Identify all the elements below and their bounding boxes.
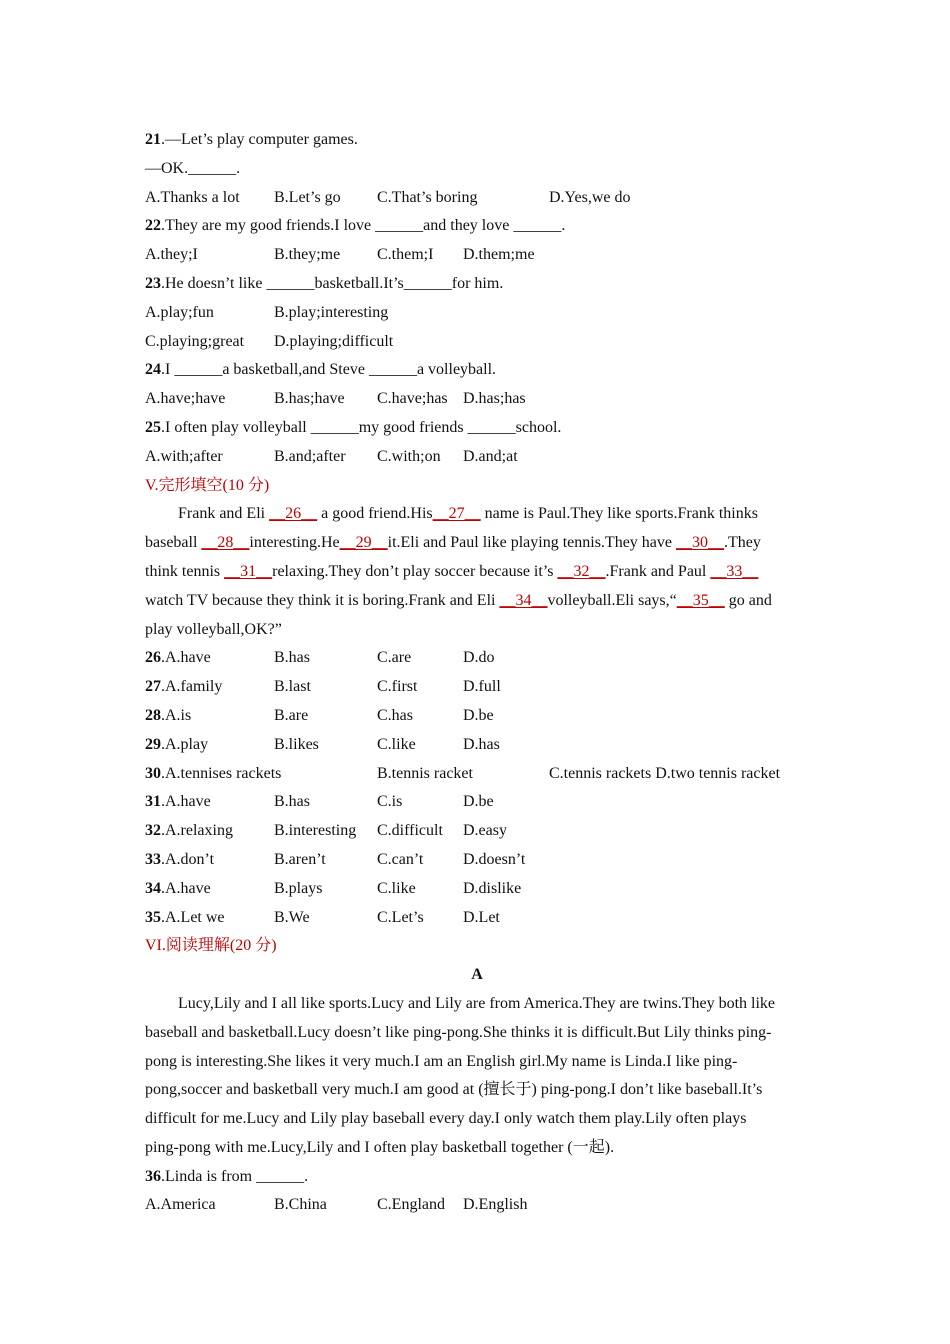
question-text: .I ______a basketball,and Steve ______a volleyball.: [161, 361, 497, 379]
cloze-line-2: baseball __28__interesting.He__29__it.Eli and Paul like playing tennis.They have __30__.They: [145, 534, 761, 552]
question-number: 21: [145, 131, 161, 148]
option-b: B.tennis racket: [377, 764, 473, 782]
option-c: C.have;has: [377, 390, 448, 408]
option-d: D.and;at: [463, 447, 518, 465]
option-d: D.doesn’t: [463, 850, 526, 868]
cloze-question-28: 28.A.is B.are C.has D.be: [145, 702, 809, 731]
question-text: .They are my good friends.I love ______and they love ______.: [161, 217, 566, 235]
option-b: B.has: [274, 793, 310, 811]
question-24-stem: [145, 356, 809, 385]
cloze-question-35: 35.A.Let we B.We C.Let’s D.Let: [145, 904, 809, 933]
option-d: D.be: [463, 793, 494, 811]
question-number: 30: [145, 764, 161, 782]
question-text: .—Let’s play computer games.: [161, 131, 358, 148]
question-21-reply: —OK.______.: [145, 159, 241, 177]
option-a: A.don’t: [165, 850, 215, 868]
question-number: 27: [145, 678, 161, 696]
option-a: A.is: [165, 706, 192, 724]
question-number: 26: [145, 649, 161, 667]
cloze-blank-31: __31__: [224, 562, 273, 580]
question-21-options: [145, 184, 809, 213]
question-number: 29: [145, 735, 161, 753]
option-c: C.is: [377, 793, 403, 811]
question-number: 33: [145, 850, 161, 868]
option-b: B.China: [274, 1196, 327, 1214]
option-b: B.We: [274, 908, 310, 926]
reading-line-1: Lucy,Lily and I all like sports.Lucy and Lily are from America.They are twins.They both like: [178, 994, 775, 1012]
option-c-d: C.tennis rackets D.two tennis racket: [549, 764, 781, 782]
option-c: C.difficult: [377, 822, 443, 840]
question-24-options: [145, 385, 809, 414]
option-c: C.with;on: [377, 447, 441, 465]
section-title-reading: VI.阅读理解(20 分): [145, 937, 277, 955]
cloze-blank-29: __29__: [339, 534, 388, 552]
exam-page: [145, 126, 809, 1220]
option-a: A.play;fun: [145, 303, 214, 321]
option-b: B.likes: [274, 735, 319, 753]
question-36-stem: [145, 1163, 809, 1192]
section-title-cloze: V.完形填空(10 分): [145, 476, 270, 494]
cloze-line-5: play volleyball,OK?”: [145, 620, 282, 638]
question-22-options: [145, 241, 809, 270]
option-a: A.relaxing: [165, 822, 233, 840]
reading-line-3: pong is interesting.She likes it very much.I am an English girl.My name is Linda.I like ping-: [145, 1052, 738, 1070]
option-c: C.can’t: [377, 850, 424, 868]
option-b: B.plays: [274, 879, 323, 897]
option-b: B.Let’s go: [274, 188, 341, 206]
question-21-stem: [145, 126, 809, 155]
option-b: B.play;interesting: [274, 303, 389, 321]
option-d: D.Yes,we do: [549, 188, 631, 206]
option-a: A.family: [165, 678, 223, 696]
option-d: D.English: [463, 1196, 528, 1214]
option-c: C.like: [377, 735, 416, 753]
option-c: C.first: [377, 678, 418, 696]
option-a: A.play: [165, 735, 209, 753]
option-d: D.has: [463, 735, 500, 753]
option-b: B.and;after: [274, 447, 346, 465]
question-number: 24: [145, 361, 161, 379]
cloze-question-33: 33.A.don’t B.aren’t C.can’t D.doesn’t: [145, 846, 809, 875]
reading-line-6: ping-pong with me.Lucy,Lily and I often play basketball together (一起).: [145, 1138, 615, 1156]
question-number: 25: [145, 418, 161, 436]
option-a: A.with;after: [145, 447, 223, 465]
cloze-line-1: [145, 500, 809, 529]
question-text: .He doesn’t like ______basketball.It’s______for him.: [161, 274, 504, 292]
option-b: B.aren’t: [274, 850, 326, 868]
question-number: 23: [145, 274, 161, 292]
option-a: A.Thanks a lot: [145, 188, 240, 206]
question-23-options-cd: [145, 328, 809, 357]
option-d: D.Let: [463, 908, 500, 926]
passage-label: A: [471, 966, 483, 984]
option-b: B.has;have: [274, 390, 345, 408]
option-a: A.have;have: [145, 390, 226, 408]
option-c: C.like: [377, 879, 416, 897]
question-36-options: [145, 1191, 809, 1220]
cloze-blank-35: __35__: [676, 591, 725, 609]
question-text: .Linda is from ______.: [161, 1167, 309, 1185]
cloze-blank-27: __27__: [432, 505, 481, 523]
option-b: B.last: [274, 678, 311, 696]
option-a: A.America: [145, 1196, 216, 1214]
question-23-stem: [145, 270, 809, 299]
cloze-line-3: think tennis __31__relaxing.They don’t play soccer because it’s __32__.Frank and Paul __33__: [145, 562, 759, 580]
question-number: 28: [145, 706, 161, 724]
option-a: A.have: [165, 793, 211, 811]
question-number: 36: [145, 1167, 161, 1185]
option-b: B.interesting: [274, 822, 357, 840]
question-text: .I often play volleyball ______my good friends ______school.: [161, 418, 562, 436]
option-d: D.playing;difficult: [274, 332, 394, 350]
option-c: C.has: [377, 706, 413, 724]
option-d: D.easy: [463, 822, 507, 840]
cloze-question-31: 31.A.have B.has C.is D.be: [145, 788, 809, 817]
option-a: A.Let we: [165, 908, 225, 926]
cloze-text: Frank and Eli __26__ a good friend.His__27__ name is Paul.They like sports.Frank thinks: [178, 505, 758, 523]
question-25-options: [145, 443, 809, 472]
option-c: C.them;I: [377, 246, 434, 264]
option-d: D.dislike: [463, 879, 522, 897]
cloze-question-34: 34.A.have B.plays C.like D.dislike: [145, 875, 809, 904]
cloze-blank-28: __28__: [201, 534, 250, 552]
cloze-blank-33: __33__: [710, 562, 759, 580]
option-b: B.are: [274, 706, 309, 724]
option-c: C.England: [377, 1196, 445, 1214]
reading-line-2: baseball and basketball.Lucy doesn’t like ping-pong.She thinks it is difficult.But Lily thinks ping-: [145, 1023, 772, 1041]
option-a: A.have: [165, 879, 211, 897]
option-c: C.are: [377, 649, 412, 667]
option-a: A.they;I: [145, 246, 198, 264]
question-number: 22: [145, 217, 161, 235]
cloze-blank-30: __30__: [676, 534, 725, 552]
cloze-question-26: 26.A.have B.has C.are D.do: [145, 644, 809, 673]
cloze-line-4: watch TV because they think it is boring.Frank and Eli __34__volleyball.Eli says,“__35__ go and: [145, 591, 772, 609]
cloze-blank-32: __32__: [557, 562, 606, 580]
question-23-options-ab: [145, 299, 809, 328]
cloze-question-29: 29.A.play B.likes C.like D.has: [145, 731, 809, 760]
option-c: C.That’s boring: [377, 188, 478, 206]
option-b: B.has: [274, 649, 310, 667]
reading-line-5: difficult for me.Lucy and Lily play baseball every day.I only watch them play.Lily often plays: [145, 1110, 747, 1128]
option-d: D.do: [463, 649, 495, 667]
option-d: D.has;has: [463, 390, 526, 408]
cloze-question-27: 27.A.family B.last C.first D.full: [145, 673, 809, 702]
question-number: 31: [145, 793, 161, 811]
question-25-stem: [145, 414, 809, 443]
option-a: A.tennises rackets: [165, 764, 282, 782]
option-c: C.playing;great: [145, 332, 245, 350]
reading-line-4: pong,soccer and basketball very much.I am good at (擅长于) ping-pong.I don’t like baseball.It’s: [145, 1081, 763, 1099]
cloze-blank-26: __26__: [269, 505, 318, 523]
option-d: D.be: [463, 706, 494, 724]
question-number: 34: [145, 879, 161, 897]
option-d: D.them;me: [463, 246, 535, 264]
cloze-question-32: 32.A.relaxing B.interesting C.difficult D.easy: [145, 817, 809, 846]
option-d: D.full: [463, 678, 501, 696]
question-number: 32: [145, 822, 161, 840]
option-c: C.Let’s: [377, 908, 424, 926]
option-b: B.they;me: [274, 246, 341, 264]
option-a: A.have: [165, 649, 211, 667]
cloze-blank-34: __34__: [499, 591, 548, 609]
cloze-question-30: 30.A.tennises rackets B.tennis racket C.tennis rackets D.two tennis racket: [145, 760, 809, 789]
question-number: 35: [145, 908, 161, 926]
question-22-stem: [145, 212, 809, 241]
